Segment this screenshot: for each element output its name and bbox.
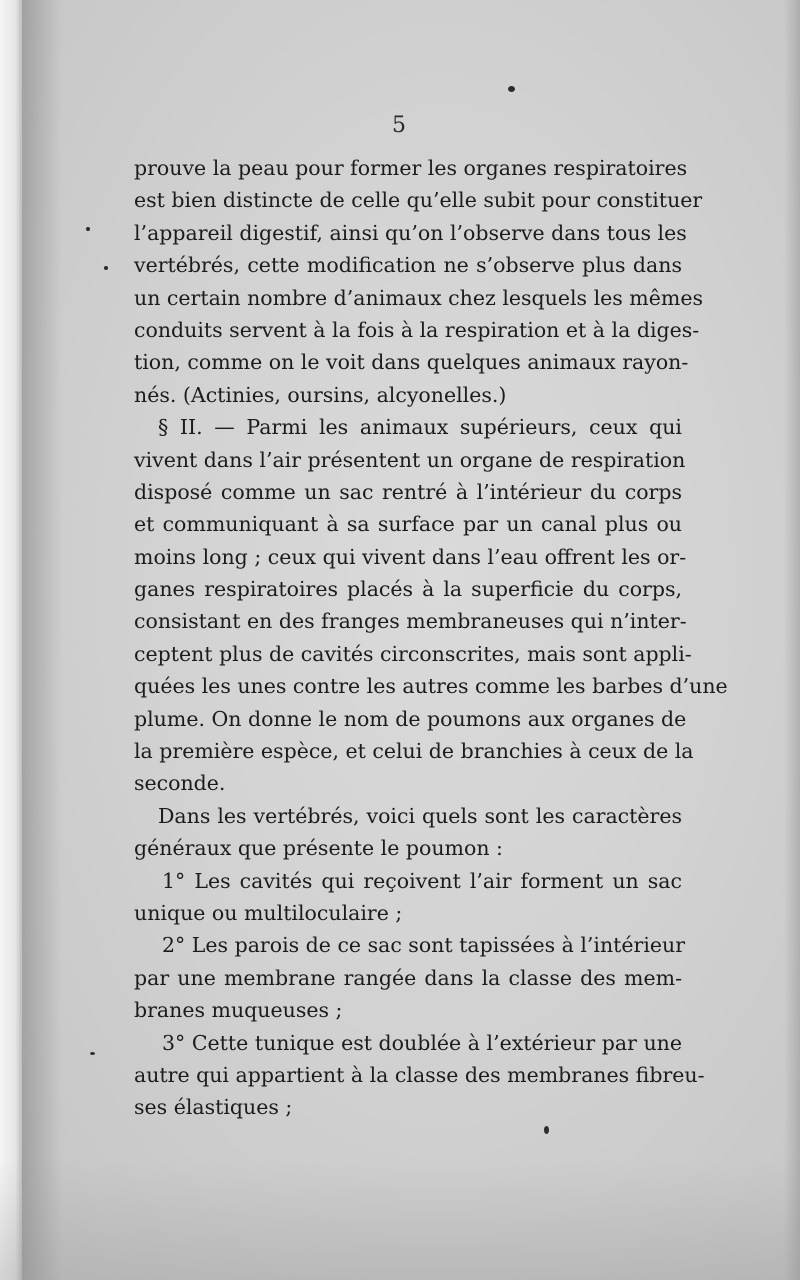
list-item-line: 2° Les parois de ce sac sont tapissées à l’intérieur [162, 933, 686, 958]
text-line: ceptent plus de cavités circonscrites, mais sont appli- [134, 641, 692, 666]
text-line: est bien distincte de celle qu’elle subit pour constituer [134, 188, 703, 213]
text-line: tion, comme on le voit dans quelques animaux rayon- [134, 350, 689, 375]
text-line: moins long ; ceux qui vivent dans l’eau offrent les or- [134, 544, 687, 569]
ink-speck [86, 227, 90, 231]
text-line: prouve la peau pour former les organes respiratoires [134, 156, 688, 180]
section-heading-line: § II. — Parmi les animaux supérieurs, ceux qui [158, 415, 682, 440]
text-line: Dans les vertébrés, voici quels sont les caractères [158, 803, 682, 828]
ink-speck [90, 1052, 95, 1055]
text-line: conduits servent à la fois à la respiration et à la diges- [134, 317, 700, 342]
ink-speck [544, 1126, 549, 1134]
page-bottom-shade [0, 1160, 800, 1280]
text-line: plume. On donne le nom de poumons aux organes de [134, 706, 687, 731]
list-item-line: 1° Les cavités qui reçoivent l’air forment un sac [162, 868, 682, 893]
page-number: 5 [392, 113, 406, 138]
text-line: disposé comme un sac rentré à l’intérieur du corps [134, 479, 682, 504]
text-line: et communiquant à sa surface par un canal plus ou [134, 512, 682, 537]
text-line: un certain nombre d’animaux chez lesquels les mêmes [134, 285, 703, 310]
text-line: l’appareil digestif, ainsi qu’on l’observe dans tous les [134, 220, 687, 245]
list-item-line: 3° Cette tunique est doublée à l’extérieur par une [162, 1030, 682, 1055]
ink-speck [508, 86, 515, 92]
text-line: seconde. [134, 771, 226, 796]
text-line: nés. (Actinies, oursins, alcyonelles.) [134, 382, 507, 407]
text-line: la première espèce, et celui de branchies à ceux de la [134, 739, 694, 764]
text-line: ses élastiques ; [134, 1095, 293, 1120]
text-line: autre qui appartient à la classe des membranes fibreu- [134, 1062, 705, 1087]
gutter-shadow [22, 0, 62, 1280]
text-line: ganes respiratoires placés à la superficie du corps, [134, 577, 682, 602]
text-line: généraux que présente le poumon : [134, 836, 503, 861]
text-line: vivent dans l’air présentent un organe de respiration [134, 447, 686, 472]
page-binding-edge [0, 0, 22, 1280]
ink-speck [104, 266, 108, 270]
page-right-edge [784, 0, 800, 1280]
text-line: quées les unes contre les autres comme les barbes d’une [134, 674, 728, 699]
text-line: branes muqueuses ; [134, 998, 343, 1023]
text-line: consistant en des franges membraneuses qui n’inter- [134, 609, 687, 634]
text-line: unique ou multiloculaire ; [134, 900, 403, 925]
body-text [134, 152, 728, 1124]
text-line: vertébrés, cette modification ne s’observe plus dans [134, 253, 682, 278]
text-line: par une membrane rangée dans la classe des mem- [134, 965, 682, 990]
